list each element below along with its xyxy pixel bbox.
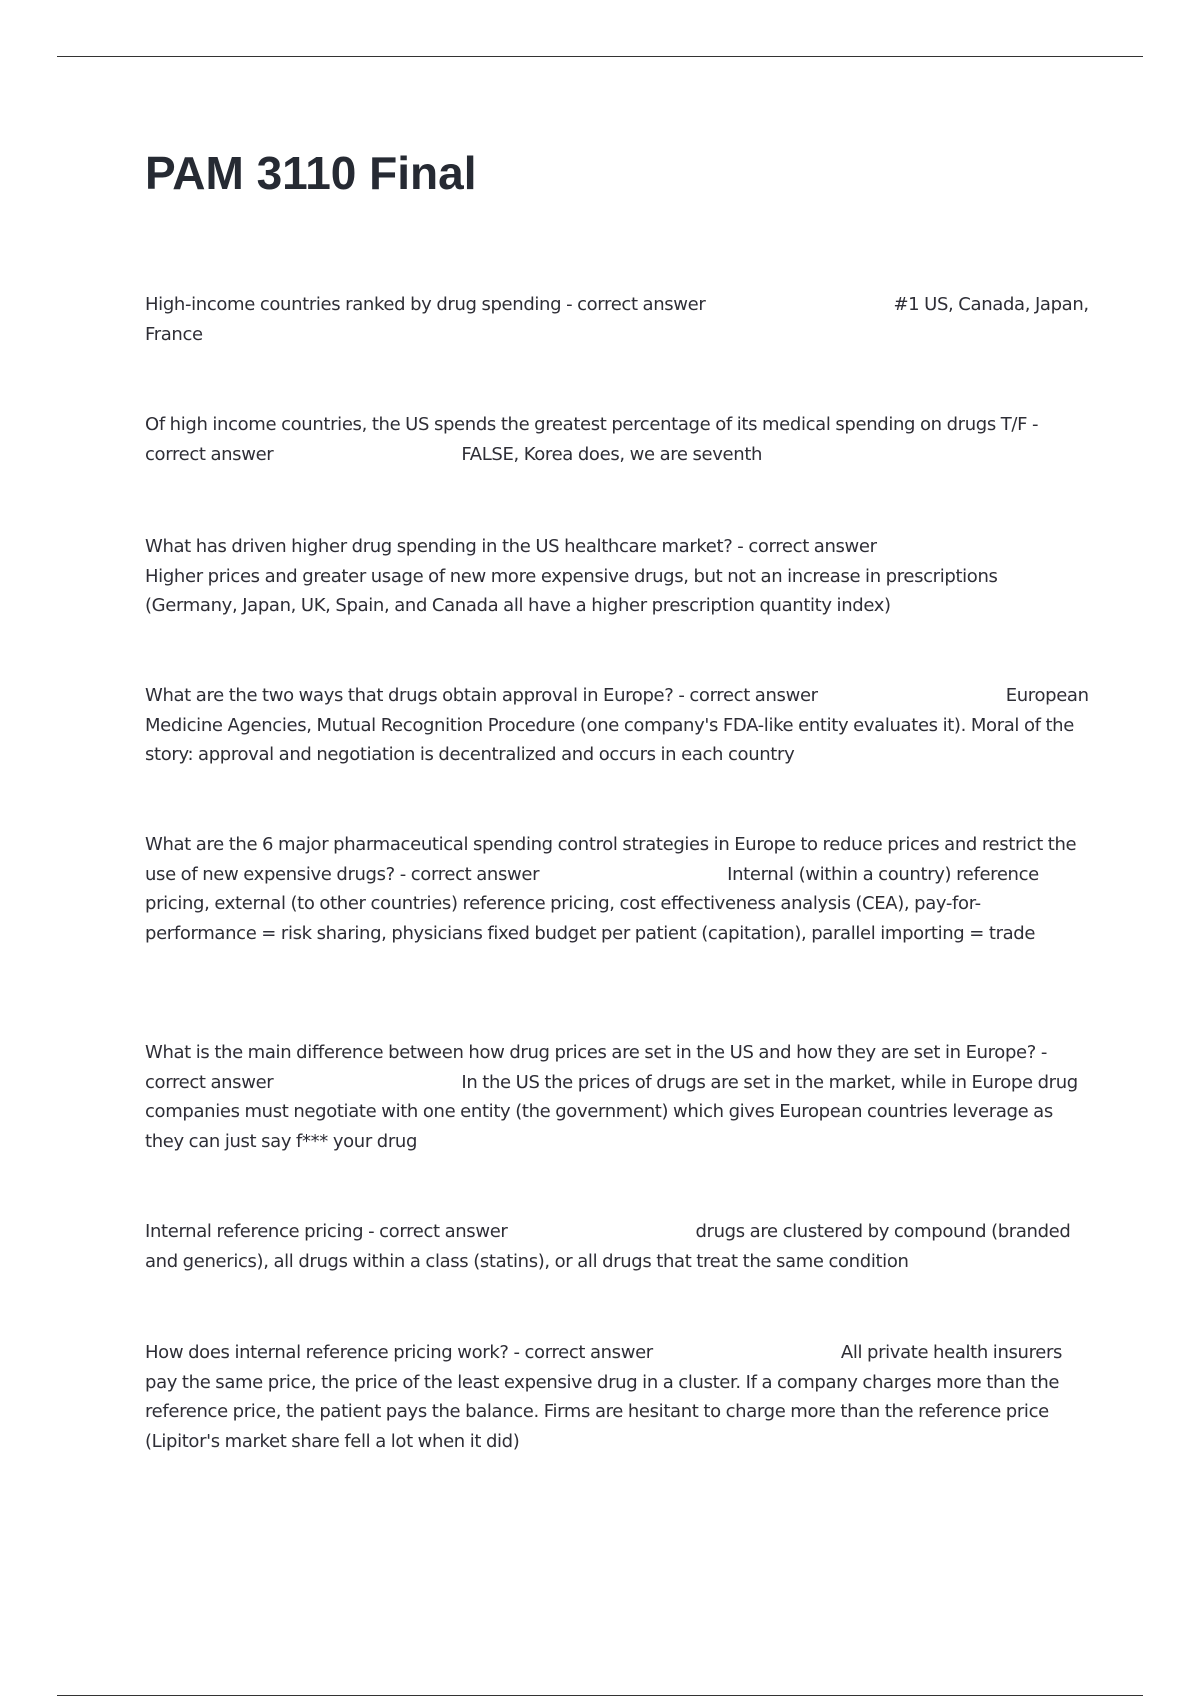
qa-item [145, 1338, 1090, 1456]
question-text: What has driven higher drug spending in the US healthcare market? [145, 536, 733, 557]
qa-item [145, 532, 1090, 621]
answer-text: drugs are clustered by compound (branded and generics), all drugs within a class (statins), or all drugs that treat the same condition [145, 1221, 1076, 1272]
qa-item [145, 1217, 1090, 1276]
separator-text: - correct answer [145, 414, 1043, 465]
answer-text: European Medicine Agencies, Mutual Recognition Procedure (one company's FDA-like entity evaluates it). Moral of the story: approval and negotiation is decentralized and occurs in each country [145, 685, 1094, 765]
answer-text: FALSE, Korea does, we are seventh [461, 443, 763, 465]
separator-text: - correct answer [145, 1042, 1052, 1093]
question-text: How does internal reference pricing work? [145, 1342, 509, 1363]
separator-text: - correct answer [732, 536, 877, 557]
question-text: Internal reference pricing [145, 1221, 364, 1242]
question-text: What is the main difference between how drug prices are set in the US and how they are set in Europe? [145, 1042, 1036, 1063]
answer-text: Higher prices and greater usage of new more expensive drugs, but not an increase in prescriptions (Germany, Japan, UK, Spain, and Canada all have a higher prescription quantity index) [145, 565, 1003, 616]
qa-item [145, 290, 1094, 349]
separator-text: - correct answer [394, 863, 540, 885]
separator-text: - correct answer [363, 1221, 508, 1242]
question-text: High-income countries ranked by drug spending [145, 294, 562, 315]
separator-text: - correct answer [561, 294, 706, 315]
answer-text: Internal (within a country) reference pricing, external (to other countries) reference pricing, cost effectiveness analysis (CEA), pay-for-performance = risk sharing, physicians fixed budget per patient (capitation), parallel importing = trade [145, 863, 1044, 944]
qa-item [145, 681, 1094, 770]
page-title: PAM 3110 Final [145, 147, 477, 199]
top-rule [57, 56, 1143, 57]
question-text: What are the 6 major pharmaceutical spending control strategies in Europe to reduce prices and restrict the use of new expensive drugs? [145, 834, 1082, 885]
answer-text: #1 US, Canada, Japan, France [145, 294, 1094, 345]
question-text: What are the two ways that drugs obtain approval in Europe? [145, 685, 674, 706]
separator-text: - correct answer [508, 1342, 653, 1363]
bottom-rule [57, 1695, 1143, 1696]
qa-item [145, 410, 1090, 469]
qa-item [145, 830, 1090, 948]
answer-text: All private health insurers pay the same price, the price of the least expensive drug in a cluster. If a company charges more than the reference price, the patient pays the balance. Firms are hesitant to charge more than the reference price (Lipitor's market share fell a lot when it did) [145, 1342, 1067, 1452]
separator-text: - correct answer [673, 685, 818, 706]
answer-text: In the US the prices of drugs are set in the market, while in Europe drug companies must negotiate with one entity (the government) which gives European countries leverage as they can just say f*** your drug [145, 1071, 1083, 1152]
qa-item [145, 1038, 1090, 1156]
question-text: Of high income countries, the US spends the greatest percentage of its medical spending on drugs T/F [145, 414, 1028, 435]
